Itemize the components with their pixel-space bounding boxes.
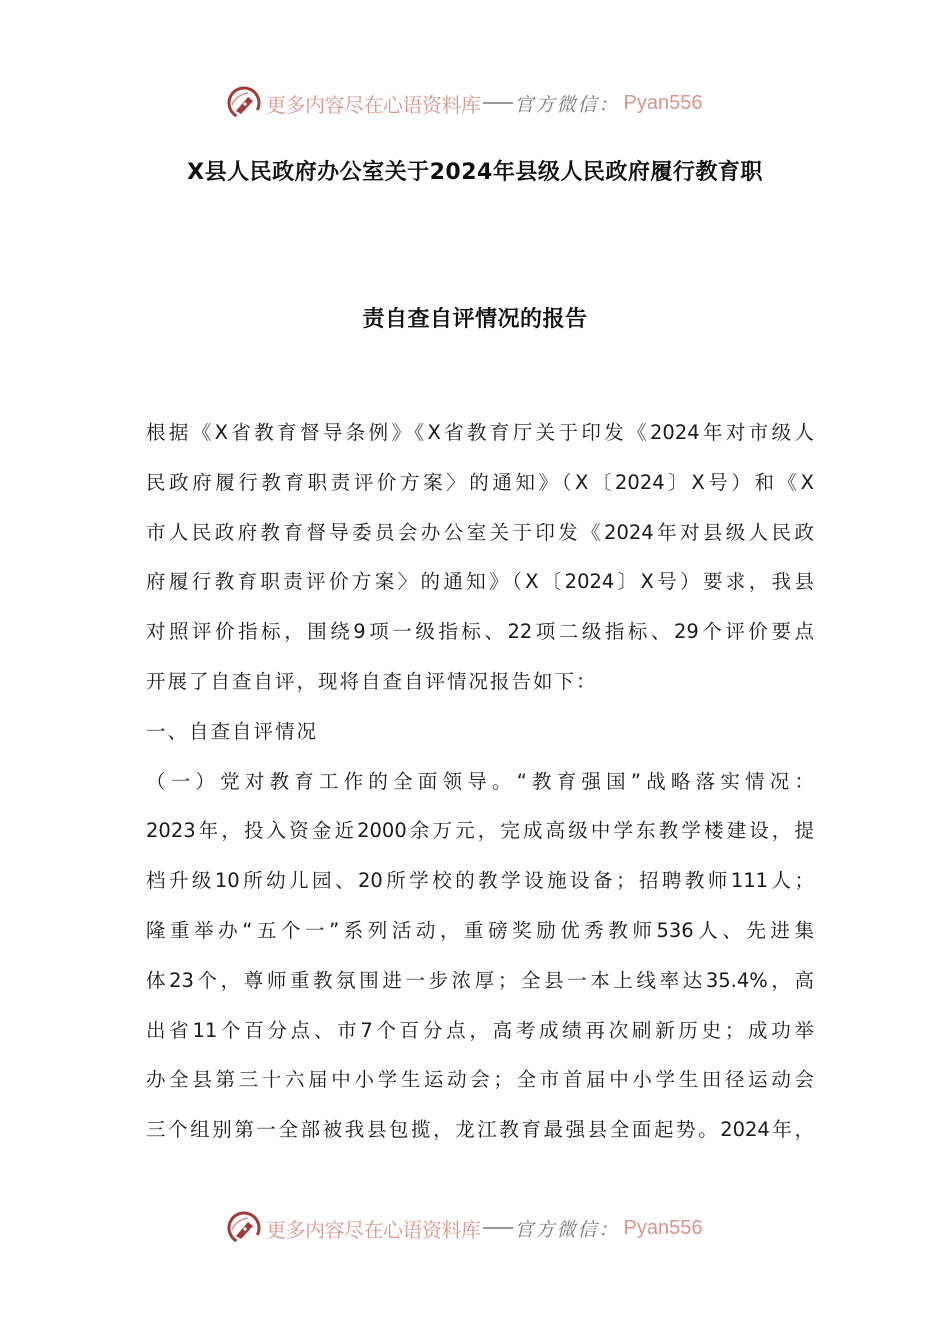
- document-body: [146, 418, 814, 1165]
- body-line: 2023年，投入资金近2000余万元，完成高级中学东教学楼建设，提: [146, 819, 814, 843]
- body-line: 出省11个百分点、市7个百分点，高考成绩再次刷新历史；成功举: [146, 1018, 814, 1042]
- pen-nib-logo-icon: [226, 1210, 262, 1246]
- body-line: 隆重举办“五个一”系列活动，重磅奖励优秀教师536人、先进集: [146, 918, 814, 942]
- watermark-wechat-id: Pyan556: [623, 1216, 703, 1239]
- body-line: 开展了自查自评，现将自查自评情况报告如下：: [146, 669, 598, 693]
- subsection-heading: （一）党对教育工作的全面领导。“教育强国”战略落实情况：: [146, 769, 814, 793]
- body-line: 办全县第三十六届中小学生运动会；全市首届中小学生田径运动会: [146, 1068, 814, 1092]
- body-line: 体23个，尊师重教氛围进一步浓厚；全县一本上线率达35.4%，高: [146, 968, 814, 992]
- section-heading: 一、自查自评情况: [146, 719, 319, 743]
- watermark-brand-text: 更多内容尽在心语资料库: [266, 92, 481, 117]
- body-line: 根据《X省教育督导条例》《X省教育厅关于印发《2024年对市级人: [146, 421, 814, 444]
- body-line: 府履行教育职责评价方案〉的通知》（X〔2024〕X号）要求，我县: [146, 570, 814, 594]
- watermark-label: 官方微信：: [514, 1218, 620, 1241]
- watermark-separator: [483, 102, 513, 104]
- body-line: 三个组别第一全部被我县包揽，龙江教育最强县全面起势。2024年，: [146, 1118, 814, 1142]
- watermark-banner-bottom: [226, 1208, 702, 1248]
- watermark-brand-text: 更多内容尽在心语资料库: [266, 1217, 481, 1242]
- watermark-label: 官方微信：: [514, 93, 620, 116]
- body-line: 民政府履行教育职责评价方案〉的通知》（X〔2024〕X号）和《X: [146, 470, 814, 494]
- body-line: 市人民政府教育督导委员会办公室关于印发《2024年对县级人民政: [146, 520, 814, 544]
- watermark-separator: [483, 1227, 513, 1229]
- pen-nib-logo-icon: [226, 85, 262, 121]
- body-line: 档升级10所幼儿园、20所学校的教学设施设备；招聘教师111人；: [146, 869, 814, 893]
- watermark-wechat-id: Pyan556: [623, 91, 703, 114]
- watermark-banner-top: [226, 83, 702, 123]
- body-line: 对照评价指标，围绕9项一级指标、22项二级指标、29个评价要点: [146, 620, 814, 644]
- document-title-line-2: 责自查自评情况的报告: [362, 307, 588, 332]
- document-title-line-1: X县人民政府办公室关于2024年县级人民政府履行教育职: [187, 160, 763, 185]
